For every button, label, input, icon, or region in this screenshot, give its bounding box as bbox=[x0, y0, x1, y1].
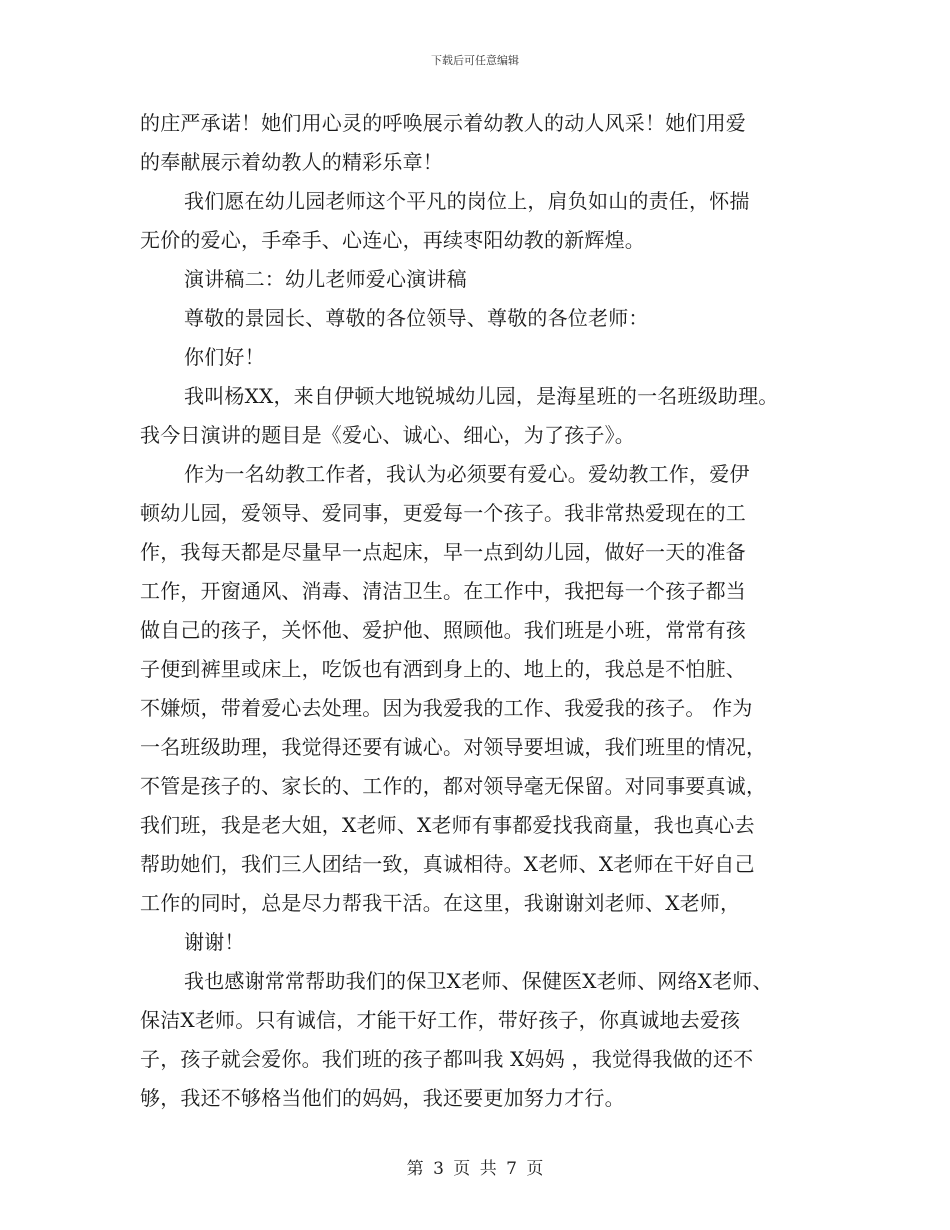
text-line: 作为一名幼教工作者，我认为必须要有爱心。爱幼教工作，爱伊 bbox=[184, 462, 750, 486]
text-line: 不管是孩子的、家长的、工作的，都对领导毫无保留。对同事要真诚， bbox=[140, 774, 767, 798]
text-line: 无价的爱心，手牵手、心连心，再续枣阳幼教的新辉煌。 bbox=[140, 228, 645, 252]
text-line: 一名班级助理，我觉得还要有诚心。对领导要坦诚，我们班里的情况， bbox=[140, 735, 767, 759]
text-line: 保洁X老师。只有诚信，才能干好工作，带好孩子，你真诚地去爱孩 bbox=[140, 1008, 741, 1032]
text-line: 子，孩子就会爱你。我们班的孩子都叫我 X妈妈 ，我觉得我做的还不 bbox=[140, 1047, 754, 1071]
text-line: 谢谢！ bbox=[184, 930, 245, 954]
page-number: 第 3 页 共 7 页 bbox=[406, 1159, 544, 1179]
document-body bbox=[140, 104, 830, 1118]
text-line: 够，我还不够格当他们的妈妈，我还要更加努力才行。 bbox=[140, 1086, 625, 1110]
text-line: 不嫌烦，带着爱心去处理。因为我爱我的工作、我爱我的孩子。 作为 bbox=[140, 696, 753, 720]
text-line: 我叫杨XX，来自伊顿大地锐城幼儿园，是海星班的一名班级助理。 bbox=[184, 384, 779, 408]
text-line: 我也感谢常常帮助我们的保卫X老师、保健医X老师、网络X老师、 bbox=[184, 969, 773, 993]
text-line: 子便到裤里或床上，吃饭也有洒到身上的、地上的，我总是不怕脏、 bbox=[140, 657, 746, 681]
page-header: 下载后可任意编辑 bbox=[431, 54, 519, 67]
text-line: 帮助她们，我们三人团结一致，真诚相待。X老师、X老师在干好自己 bbox=[140, 852, 755, 876]
text-line: 顿幼儿园，爱领导、爱同事，更爱每一个孩子。我非常热爱现在的工 bbox=[140, 501, 746, 525]
text-line: 工作的同时，总是尽力帮我干活。在这里，我谢谢刘老师、X老师， bbox=[140, 891, 741, 915]
salutation: 尊敬的景园长、尊敬的各位领导、尊敬的各位老师： bbox=[184, 306, 649, 330]
text-line: 我们班，我是老大姐，X老师、X老师有事都爱找我商量，我也真心去 bbox=[140, 813, 755, 837]
section-title: 演讲稿二：幼儿老师爱心演讲稿 bbox=[184, 267, 467, 291]
text-line: 的庄严承诺！她们用心灵的呼唤展示着幼教人的动人风采！她们用爱 bbox=[140, 111, 746, 135]
text-line: 作，我每天都是尽量早一点起床，早一点到幼儿园，做好一天的准备 bbox=[140, 540, 746, 564]
greeting: 你们好！ bbox=[184, 345, 265, 369]
text-line: 做自己的孩子，关怀他、爱护他、照顾他。我们班是小班，常常有孩 bbox=[140, 618, 746, 642]
text-line: 我今日演讲的题目是《爱心、诚心、细心，为了孩子》。 bbox=[140, 423, 635, 447]
text-line: 的奉献展示着幼教人的精彩乐章！ bbox=[140, 150, 443, 174]
text-line: 工作，开窗通风、消毒、清洁卫生。在工作中，我把每一个孩子都当 bbox=[140, 579, 746, 603]
text-line: 我们愿在幼儿园老师这个平凡的岗位上，肩负如山的责任，怀揣 bbox=[184, 189, 750, 213]
